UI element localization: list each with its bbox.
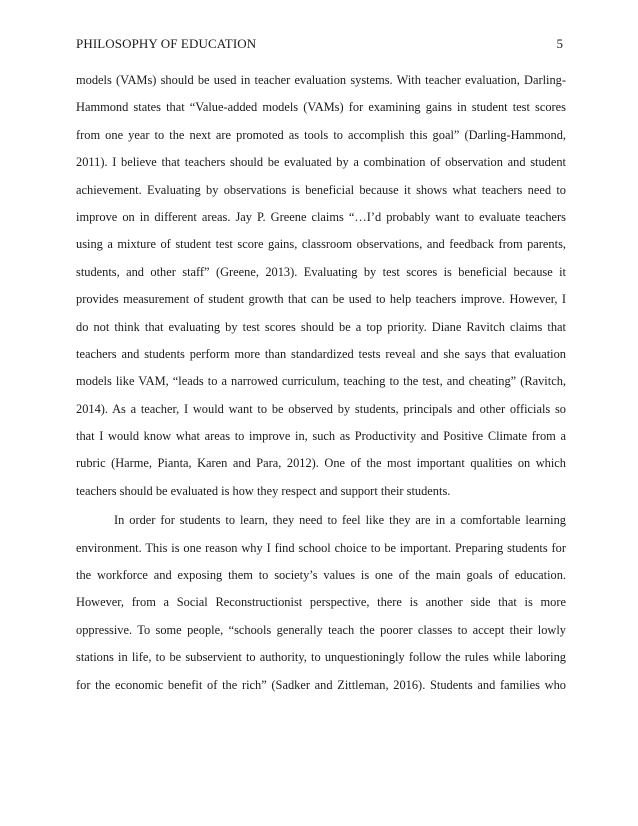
text-line: teachers and students perform more than standardized tests reveal and she says that evaluation — [76, 346, 566, 361]
text-line: improve on in different areas. Jay P. Greene claims “…I’d probably want to evaluate teachers — [76, 209, 566, 224]
text-line: models (VAMs) should be used in teacher evaluation systems. With teacher evaluation, Darling- — [76, 73, 566, 87]
text-line: from one year to the next are promoted as tools to accomplish this goal” (Darling-Hammond, — [76, 127, 566, 142]
text-line: 2014). As a teacher, I would want to be observed by students, principals and other officials so — [76, 401, 566, 416]
text-line: the workforce and exposing them to society’s values is one of the main goals of education. — [76, 568, 566, 583]
text-line: students, and other staff” (Greene, 2013). Evaluating by test scores is beneficial because it — [76, 264, 566, 279]
text-line: provides measurement of student growth that can be used to help teachers improve. However, I — [76, 292, 566, 307]
paragraph-2 — [76, 510, 566, 702]
paragraph-1 — [76, 70, 566, 508]
body-text — [76, 70, 566, 702]
text-line: Hammond states that “Value-added models (VAMs) for examining gains in student test scores — [76, 100, 566, 115]
text-line: that I would know what areas to improve in, such as Productivity and Positive Climate from a — [76, 429, 566, 444]
text-line: for the economic benefit of the rich” (Sadker and Zittleman, 2016). Students and families who — [76, 677, 566, 692]
text-line: models like VAM, “leads to a narrowed curriculum, teaching to the test, and cheating” (Ravitch, — [76, 374, 566, 389]
text-line: using a mixture of student test score gains, classroom observations, and feedback from parents, — [76, 237, 566, 252]
text-line: achievement. Evaluating by observations is beneficial because it shows what teachers need to — [76, 182, 566, 197]
text-line: rubric (Harme, Pianta, Karen and Para, 2012). One of the most important qualities on which — [76, 456, 566, 471]
text-line: stations in life, to be subservient to authority, to unquestioningly follow the rules while laboring — [76, 650, 566, 665]
text-line: However, from a Social Reconstructionist perspective, there is another side that is more — [76, 595, 566, 610]
text-line: 2011). I believe that teachers should be evaluated by a combination of observation and student — [76, 155, 566, 170]
running-head: PHILOSOPHY OF EDUCATION — [76, 36, 257, 51]
text-line: environment. This is one reason why I find school choice to be important. Preparing students for — [76, 540, 566, 555]
text-line: oppressive. To some people, “schools generally teach the poorer classes to accept their lowly — [76, 622, 566, 637]
page-number: 5 — [556, 36, 563, 51]
text-line: do not think that evaluating by test scores should be a top priority. Diane Ravitch claims that — [76, 319, 566, 334]
text-line: In order for students to learn, they need to feel like they are in a comfortable learning — [114, 513, 566, 528]
text-line: teachers should be evaluated is how they respect and support their students. — [76, 483, 451, 498]
